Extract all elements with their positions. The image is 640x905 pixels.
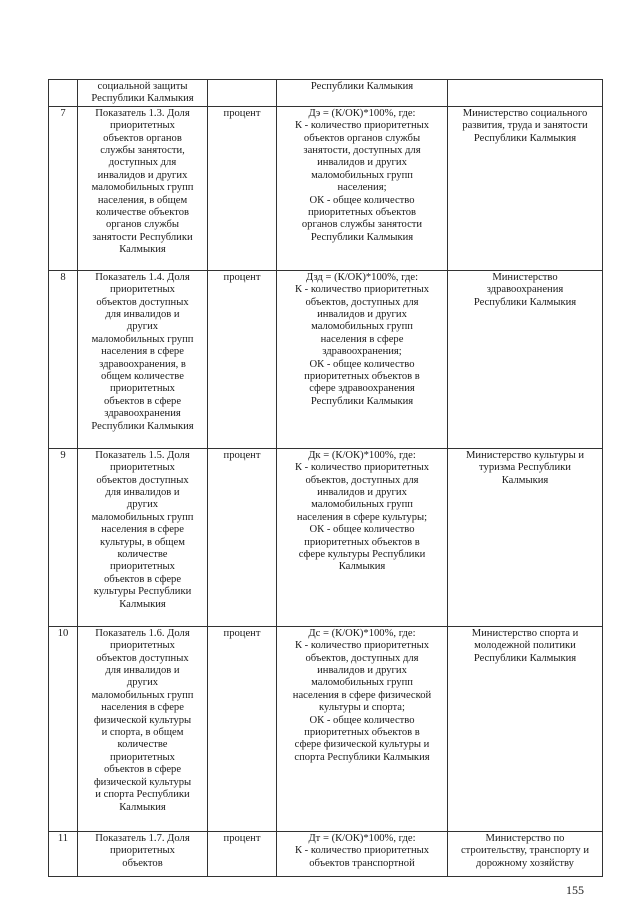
formula-cell: Дэ = (К/ОК)*100%, где: К - количество приоритетных объектов органов службы занятости, доступных для инвалидов и других маломобильных групп населения; ОК - общее количество приоритетных объектов органов службы занятости Республики Калмыкия (277, 106, 448, 270)
table-row (49, 270, 603, 448)
ministry-cell: Министерство по строительству, транспорту и дорожному хозяйству (448, 831, 603, 876)
row-number: 8 (49, 270, 78, 448)
row-number: 9 (49, 448, 78, 626)
ministry-cell: Министерство здравоохранения Республики Калмыкия (448, 270, 603, 448)
table-row (49, 831, 603, 876)
ministry-cell (448, 80, 603, 107)
ministry-cell: Министерство социального развития, труда и занятости Республики Калмыкия (448, 106, 603, 270)
unit-cell (208, 80, 277, 107)
table-row (49, 448, 603, 626)
ministry-cell: Министерство спорта и молодежной политики Республики Калмыкия (448, 626, 603, 831)
indicator-cell: Показатель 1.7. Доля приоритетных объектов (78, 831, 208, 876)
indicators-table (48, 79, 603, 877)
formula-cell: Дк = (К/ОК)*100%, где: К - количество приоритетных объектов, доступных для инвалидов и других маломобильных групп населения в сфере культуры; ОК - общее количество приоритетных объектов в сфере культуры Республики Калмыкия (277, 448, 448, 626)
unit-cell: процент (208, 448, 277, 626)
row-number: 7 (49, 106, 78, 270)
formula-cell: Дс = (К/ОК)*100%, где: К - количество приоритетных объектов, доступных для инвалидов и других маломобильных групп населения в сфере физической культуры и спорта; ОК - общее количество приоритетных объектов в сфере физической культуры и спорта Республики Калмыкия (277, 626, 448, 831)
row-number: 10 (49, 626, 78, 831)
indicator-cell: Показатель 1.4. Доля приоритетных объектов доступных для инвалидов и других маломобильных групп населения в сфере здравоохранения, в общем количестве приоритетных объектов в сфере здравоохранения Республики Калмыкия (78, 270, 208, 448)
unit-cell: процент (208, 831, 277, 876)
indicator-cell: социальной защиты Республики Калмыкия (78, 80, 208, 107)
indicator-cell: Показатель 1.6. Доля приоритетных объектов доступных для инвалидов и других маломобильных групп населения в сфере физической культуры и спорта, в общем количестве приоритетных объектов в сфере физической культуры и спорта Республики Калмыкия (78, 626, 208, 831)
indicator-cell: Показатель 1.5. Доля приоритетных объектов доступных для инвалидов и других маломобильных групп населения в сфере культуры, в общем количестве приоритетных объектов в сфере культуры Республики Калмыкия (78, 448, 208, 626)
unit-cell: процент (208, 270, 277, 448)
table-row (49, 106, 603, 270)
formula-cell: Республики Калмыкия (277, 80, 448, 107)
row-number: 11 (49, 831, 78, 876)
ministry-cell: Министерство культуры и туризма Республики Калмыкия (448, 448, 603, 626)
table-row (49, 80, 603, 107)
indicator-cell: Показатель 1.3. Доля приоритетных объектов органов службы занятости, доступных для инвалидов и других маломобильных групп населения, в общем количестве объектов органов службы занятости Республики Калмыкия (78, 106, 208, 270)
formula-cell: Дзд = (К/ОК)*100%, где: К - количество приоритетных объектов, доступных для инвалидов и других маломобильных групп населения в сфере здравоохранения; ОК - общее количество приоритетных объектов в сфере здравоохранения Республики Калмыкия (277, 270, 448, 448)
unit-cell: процент (208, 106, 277, 270)
row-number (49, 80, 78, 107)
table-row (49, 626, 603, 831)
unit-cell: процент (208, 626, 277, 831)
formula-cell: Дт = (К/ОК)*100%, где: К - количество приоритетных объектов транспортной (277, 831, 448, 876)
page-number: 155 (566, 883, 584, 897)
